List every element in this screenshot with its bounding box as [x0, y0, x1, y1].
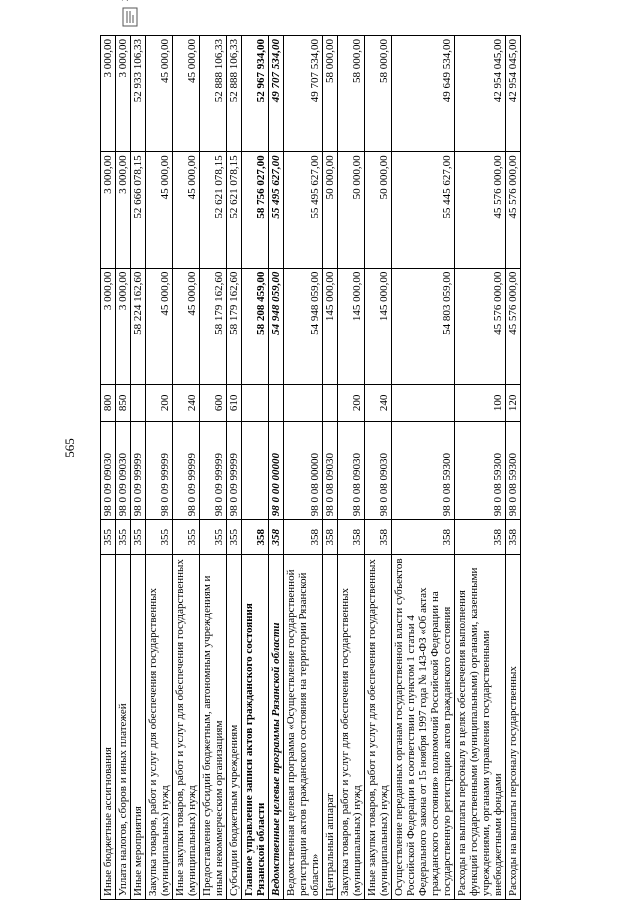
table-row: [392, 36, 455, 900]
row-vr: [392, 384, 455, 421]
row-csr: 98 0 08 00000: [284, 421, 323, 519]
row-value-2023: 3 000,00: [116, 36, 131, 152]
row-csr: 98 0 08 09030: [323, 421, 338, 519]
row-value-2023: 52 933 106,33: [131, 36, 146, 152]
row-value-2022: 50 000,00: [338, 152, 365, 268]
table-row: [101, 36, 116, 900]
row-value-2023: 42 954 045,00: [455, 36, 506, 152]
row-value-2023: 49 707 534,00: [269, 36, 284, 152]
row-value-2021: 3 000,00: [116, 268, 131, 384]
row-csr: 98 0 08 09030: [365, 421, 392, 519]
row-name: Субсидии бюджетным учреждениям: [227, 555, 242, 900]
row-name: Предоставление субсидий бюджетным, автономным учреждениям и иным некоммерческим организациям: [200, 555, 227, 900]
row-value-2023: 45 000,00: [173, 36, 200, 152]
row-code: 355: [200, 520, 227, 555]
row-value-2022: 50 000,00: [365, 152, 392, 268]
table-row: [146, 36, 173, 900]
row-value-2021: 145 000,00: [338, 268, 365, 384]
row-name: Иные закупки товаров, работ и услуг для обеспечения государственных (муниципальных) нужд: [365, 555, 392, 900]
row-name: Центральный аппарат: [323, 555, 338, 900]
row-name: Ведомственные целевые программы Рязанской области: [269, 555, 284, 900]
row-value-2023: 49 649 534,00: [392, 36, 455, 152]
row-value-2022: 45 576 000,00: [455, 152, 506, 268]
row-value-2023: 52 888 106,33: [227, 36, 242, 152]
row-csr: 98 0 09 99999: [131, 421, 146, 519]
table-row: [455, 36, 506, 900]
row-value-2022: 55 495 627,00: [269, 152, 284, 268]
row-name: Иные мероприятия: [131, 555, 146, 900]
row-vr: 610: [227, 384, 242, 421]
page-number: 565: [61, 438, 77, 458]
row-value-2022: 52 666 078,15: [131, 152, 146, 268]
row-value-2021: 45 000,00: [173, 268, 200, 384]
row-code: 358: [338, 520, 365, 555]
row-csr: 98 0 08 59300: [392, 421, 455, 519]
row-value-2022: 45 000,00: [146, 152, 173, 268]
row-name: Иные бюджетные ассигнования: [101, 555, 116, 900]
row-value-2021: 45 576 000,00: [455, 268, 506, 384]
row-code: 355: [146, 520, 173, 555]
row-csr: 98 0 08 59300: [455, 421, 506, 519]
footer-date: [120, 0, 131, 1]
row-name: Закупка товаров, работ и услуг для обеспечения государственных (муниципальных) нужд: [146, 555, 173, 900]
table-row: [338, 36, 365, 900]
row-value-2021: 58 208 459,00: [242, 268, 269, 384]
row-value-2023: 58 000,00: [338, 36, 365, 152]
row-csr: 98 0 08 09030: [338, 421, 365, 519]
row-code: 358: [269, 520, 284, 555]
row-value-2021: 3 000,00: [101, 268, 116, 384]
row-name: Расходы на выплаты персоналу в целях обеспечения выполнения функций государственными (муниципальными) органами, казенными учреждениями, органами управления государственными внебюджетными фондами: [455, 555, 506, 900]
row-value-2021: 54 803 059,00: [392, 268, 455, 384]
row-name: Осуществление переданных органам государственной власти субъектов Российской Федерации в соответствии с пунктом 1 статьи 4 Федерального закона от 15 ноября 1997 года № 143-ФЗ «Об актах гражданского состояния» полномочий Российской Федерации на государственную регистрацию актов гражданского состояния: [392, 555, 455, 900]
row-value-2021: 145 000,00: [365, 268, 392, 384]
row-code: 355: [173, 520, 200, 555]
row-vr: 600: [200, 384, 227, 421]
row-value-2023: 3 000,00: [101, 36, 116, 152]
table-row: [284, 36, 323, 900]
row-name: Ведомственная целевая программа «Осуществление государственной регистрации актов гражданского состояния на территории Рязанской области»: [284, 555, 323, 900]
footer: [100, 0, 140, 27]
row-value-2021: 54 948 059,00: [284, 268, 323, 384]
row-code: 355: [116, 520, 131, 555]
table-row: [227, 36, 242, 900]
row-vr: [323, 384, 338, 421]
table-row: [116, 36, 131, 900]
row-name: Расходы на выплаты персоналу государственных: [506, 555, 521, 900]
table-row: [200, 36, 227, 900]
row-code: 355: [131, 520, 146, 555]
table-row: [365, 36, 392, 900]
row-value-2022: 55 495 627,00: [284, 152, 323, 268]
row-csr: 98 0 09 09030: [101, 421, 116, 519]
row-csr: [242, 421, 269, 519]
row-vr: 200: [338, 384, 365, 421]
rotated-page-content: [100, 0, 580, 905]
row-value-2021: 58 179 162,60: [200, 268, 227, 384]
row-code: 358: [392, 520, 455, 555]
row-value-2021: 45 576 000,00: [506, 268, 521, 384]
row-value-2023: 58 000,00: [323, 36, 338, 152]
row-value-2022: 3 000,00: [101, 152, 116, 268]
row-code: 358: [506, 520, 521, 555]
row-vr: 240: [173, 384, 200, 421]
row-name: Уплата налогов, сборов и иных платежей: [116, 555, 131, 900]
row-name: Главное управление записи актов гражданского состояния Рязанской области: [242, 555, 269, 900]
row-value-2022: 52 621 078,15: [200, 152, 227, 268]
table-row: [131, 36, 146, 900]
row-vr: [131, 384, 146, 421]
row-value-2022: 52 621 078,15: [227, 152, 242, 268]
row-value-2023: 45 000,00: [146, 36, 173, 152]
row-name: Закупка товаров, работ и услуг для обеспечения государственных (муниципальных) нужд: [338, 555, 365, 900]
row-vr: [284, 384, 323, 421]
row-value-2021: 145 000,00: [323, 268, 338, 384]
row-value-2023: 49 707 534,00: [284, 36, 323, 152]
row-value-2022: 3 000,00: [116, 152, 131, 268]
row-value-2022: 45 000,00: [173, 152, 200, 268]
document-stamp-icon: [122, 7, 138, 27]
row-value-2022: 55 445 627,00: [392, 152, 455, 268]
row-value-2021: 58 224 162,60: [131, 268, 146, 384]
row-vr: 200: [146, 384, 173, 421]
row-value-2023: 42 954 045,00: [506, 36, 521, 152]
row-value-2022: 58 756 027,00: [242, 152, 269, 268]
row-code: 355: [101, 520, 116, 555]
row-value-2023: 58 000,00: [365, 36, 392, 152]
table-row: [242, 36, 269, 900]
table-row: [173, 36, 200, 900]
row-vr: 800: [101, 384, 116, 421]
row-value-2022: 50 000,00: [323, 152, 338, 268]
row-code: 358: [455, 520, 506, 555]
row-code: 358: [242, 520, 269, 555]
row-vr: [269, 384, 284, 421]
row-value-2022: 45 576 000,00: [506, 152, 521, 268]
row-vr: 240: [365, 384, 392, 421]
row-value-2023: 52 888 106,33: [200, 36, 227, 152]
row-value-2023: 52 967 934,00: [242, 36, 269, 152]
table-row: [269, 36, 284, 900]
row-value-2021: 58 179 162,60: [227, 268, 242, 384]
row-vr: 850: [116, 384, 131, 421]
row-csr: 98 0 09 99999: [200, 421, 227, 519]
row-code: 355: [227, 520, 242, 555]
row-value-2021: 45 000,00: [146, 268, 173, 384]
row-name: Иные закупки товаров, работ и услуг для обеспечения государственных (муниципальных) нужд: [173, 555, 200, 900]
row-vr: 120: [506, 384, 521, 421]
row-csr: 98 0 08 59300: [506, 421, 521, 519]
row-csr: 98 0 09 99999: [227, 421, 242, 519]
row-vr: 100: [455, 384, 506, 421]
row-csr: 98 0 09 99999: [173, 421, 200, 519]
row-csr: 98 0 09 09030: [116, 421, 131, 519]
row-code: 358: [365, 520, 392, 555]
table-row: [506, 36, 521, 900]
row-csr: 98 0 09 99999: [146, 421, 173, 519]
row-csr: 98 0 00 00000: [269, 421, 284, 519]
row-code: 358: [284, 520, 323, 555]
row-code: 358: [323, 520, 338, 555]
row-value-2021: 54 948 059,00: [269, 268, 284, 384]
row-vr: [242, 384, 269, 421]
budget-table: [100, 35, 521, 900]
table-row: [323, 36, 338, 900]
